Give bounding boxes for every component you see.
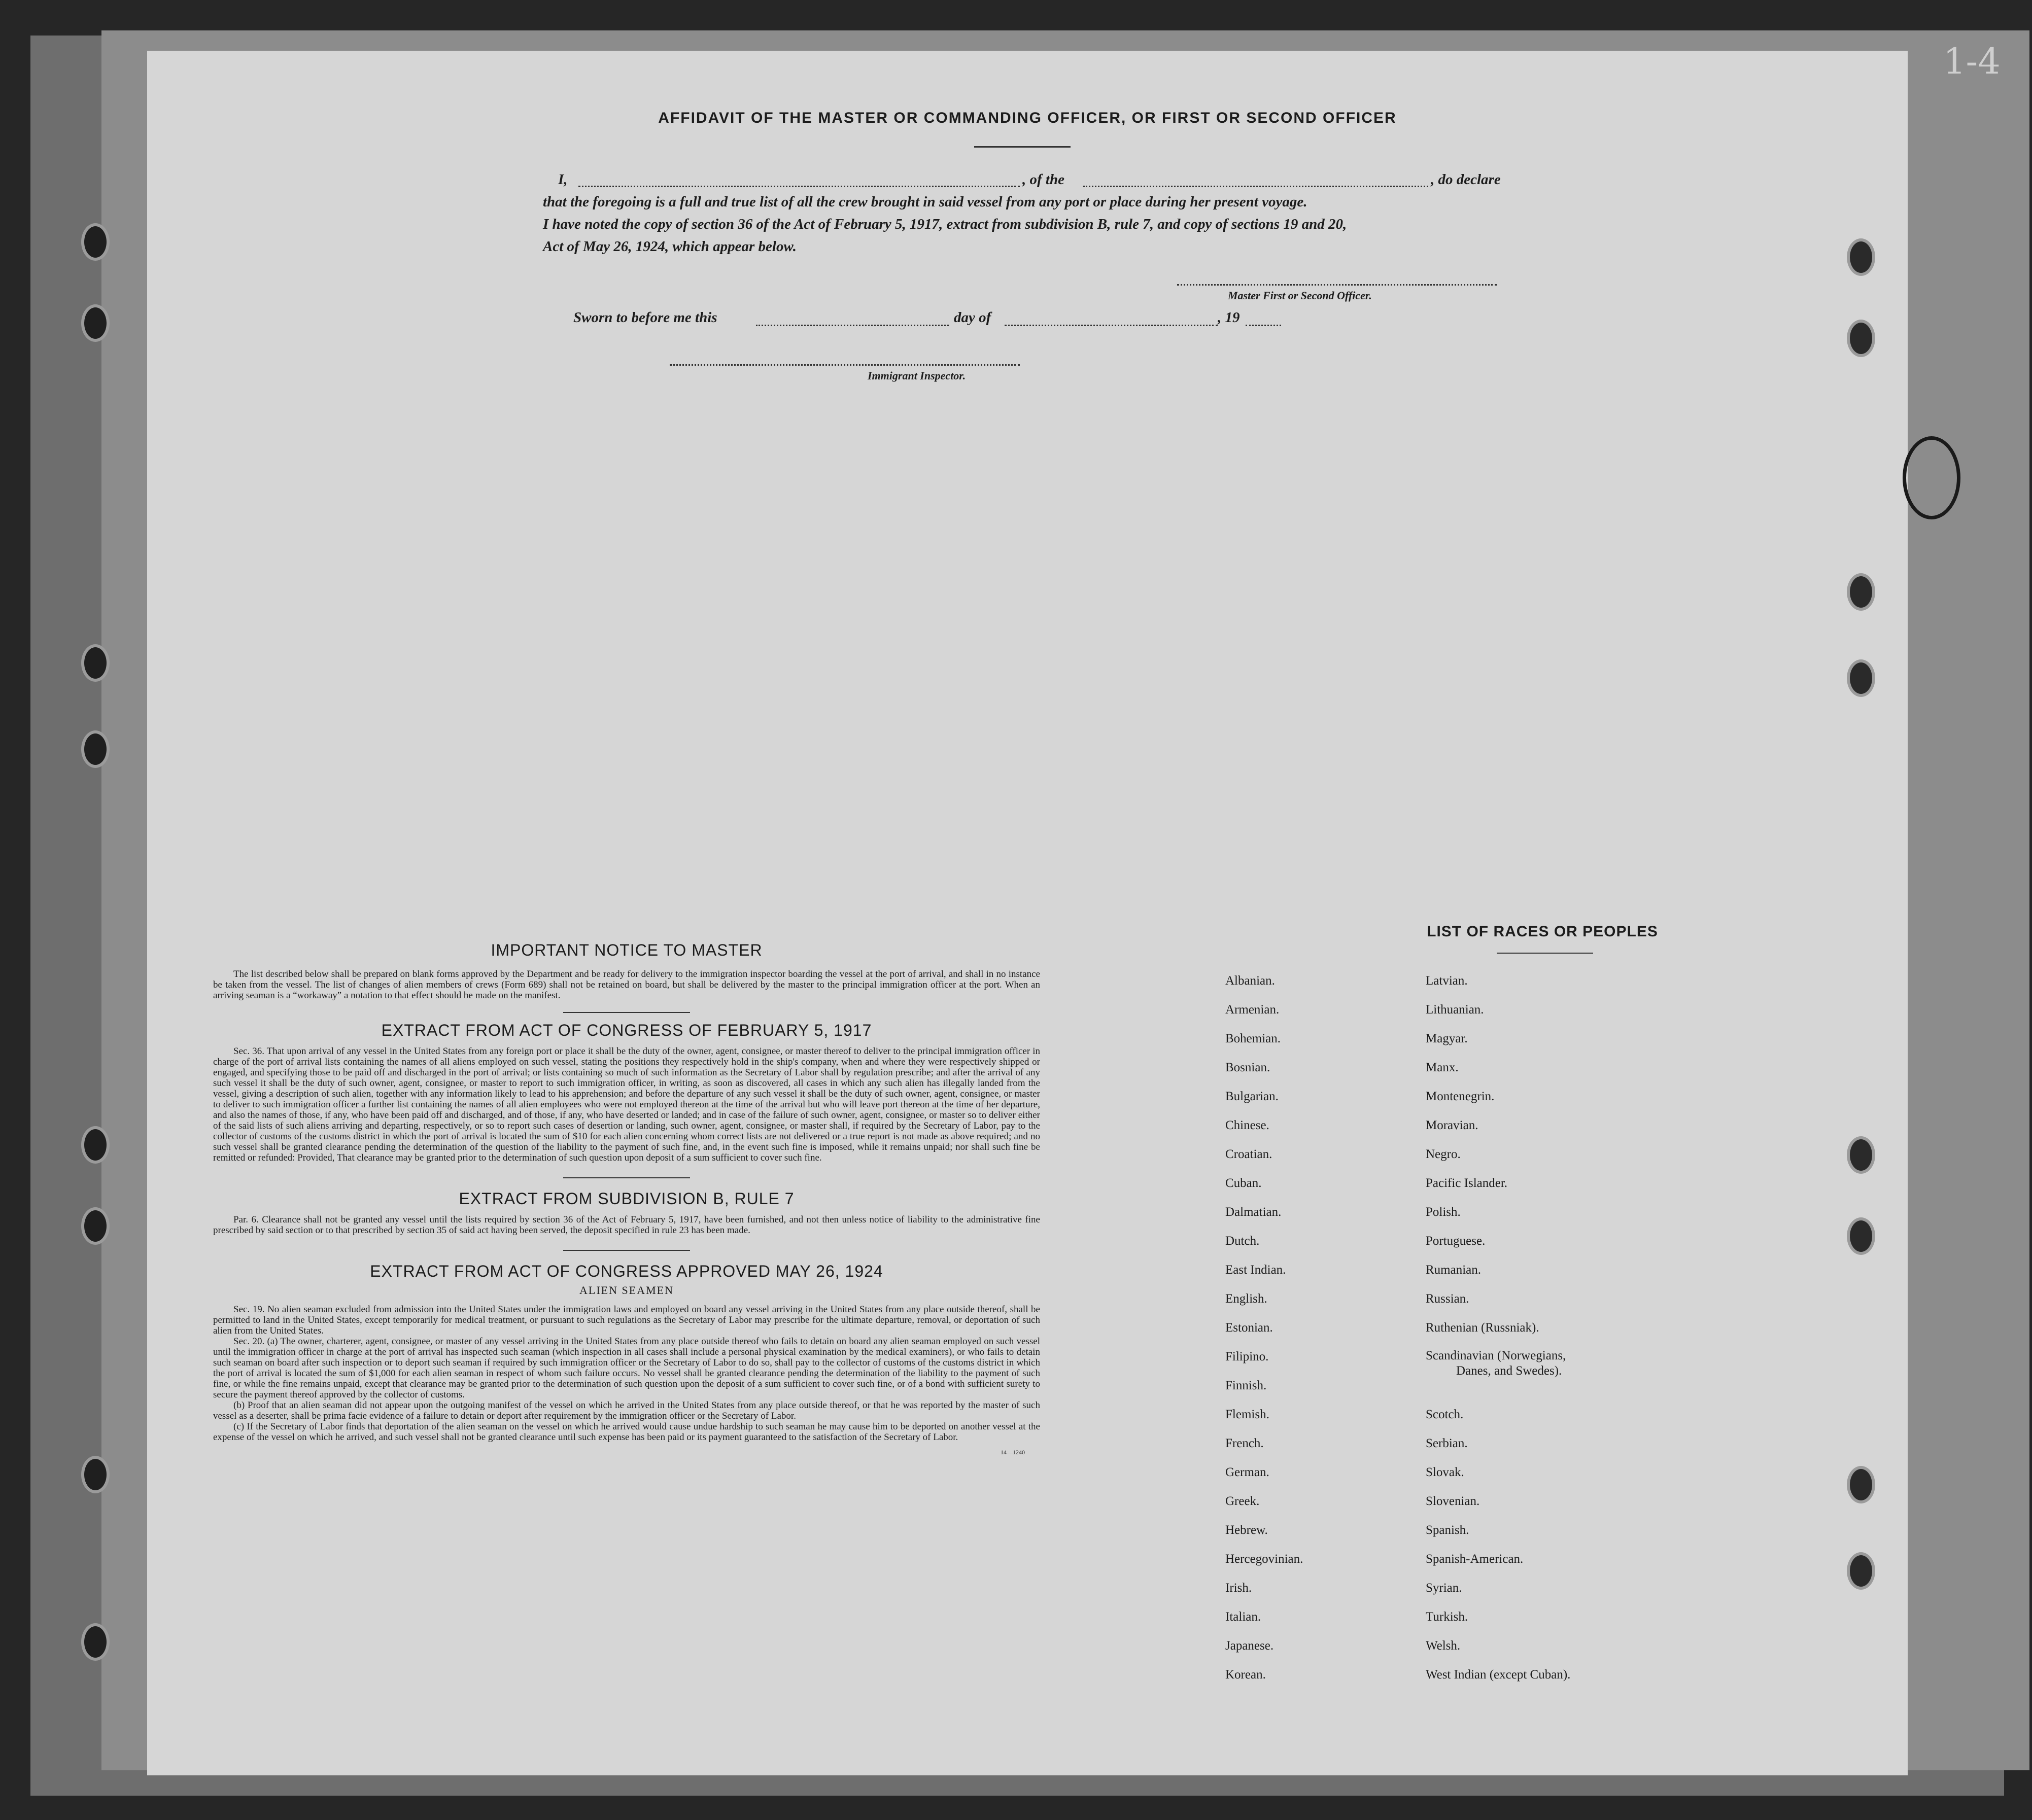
race-item: Turkish. [1426,1610,1468,1624]
sec-19-text: Sec. 19. No alien seaman excluded from admission into the United States under the immigration laws and employed on board any vessel arriving in the United States from any place outside thereof, shall be permitted to land in the United States, except temporarily for medical treatment, or pursuant to such regulations as the Secretary of Labor may prescribe for the ultimate departure, removal, or deportation of such alien from the United States. [213,1304,1040,1336]
race-item: Bulgarian. [1225,1090,1279,1103]
race-item: Cuban. [1225,1176,1262,1190]
handwritten-circle-mark [1903,436,1960,519]
binder-hole [81,304,110,342]
sworn-label: Sworn to before me this [573,309,717,326]
binder-hole [81,223,110,261]
scandinavian-line-2: Danes, and Swedes). [1456,1364,1562,1378]
section-separator [563,1177,690,1178]
punch-hole [1847,1217,1875,1255]
binder-hole [81,1456,110,1493]
race-item: Spanish. [1426,1523,1469,1537]
punch-hole [1847,1466,1875,1503]
race-item: Portuguese. [1426,1234,1486,1248]
races-title: LIST OF RACES OR PEOPLES [1427,923,1658,940]
sworn-day-blank [756,325,949,326]
punch-hole [1847,1136,1875,1174]
race-item: Serbian. [1426,1437,1468,1450]
race-item: Welsh. [1426,1639,1461,1653]
binder-hole [81,1207,110,1245]
corner-handwritten-note: 1-4 [1943,41,2001,82]
race-item: Ruthenian (Russniak). [1426,1321,1539,1335]
race-item: Bosnian. [1225,1061,1270,1074]
document-page [147,51,1908,1775]
extract-1917-title: EXTRACT FROM ACT OF CONGRESS OF FEBRUARY 5, 1917 [381,1021,872,1039]
affidavit-line-3: I have noted the copy of section 36 of the Act of February 5, 1917, extract from subdivision B, rule 7, and copy of sections 19 and 20, [543,216,1347,232]
name-blank [578,186,1020,187]
affidavit-line-4: Act of May 26, 1924, which appear below. [543,238,797,255]
punch-hole [1847,320,1875,357]
race-item: Magyar. [1426,1032,1468,1045]
race-item: Italian. [1225,1610,1261,1624]
race-item: Estonian. [1225,1321,1273,1335]
race-item: Japanese. [1225,1639,1274,1653]
race-item: Croatian. [1225,1147,1272,1161]
race-item: Scotch. [1426,1408,1464,1421]
extract-1917-text: Sec. 36. That upon arrival of any vessel in the United States from any foreign port or place it shall be the duty of the owner, agent, consignee, or master thereof to deliver to the principal immigration officer in charge of the port of arrival lists containing the names of all aliens employed on such vessel, stating the positions they respectively hold in the ship's company, when and where they were respectively shipped or engaged, and specifying those to be paid off and discharged in the port of arrival; or lists containing so much of such information as the Secretary of Labor shall by regulation prescribe; and after the arrival of any such vessel it shall be the duty of such owner, agent, consignee, or master to report to such immigration officer, in writing, as soon as discovered, all cases in which any such alien has illegally landed from the vessel, giving a description of such alien, together with any information likely to lead to his apprehension; and before the departure of any such vessel it shall be the duty of such owner, agent, consignee, or master to deliver to such immigration officer a further list containing the names of all alien employees who were not employed thereon at the time of the arrival but who will leave port thereon at the time of her departure, and also the names of those, if any, who have been paid off and discharged, and of those, if any, who have deserted or landed; and in case of the failure of such owner, agent, consignee, or master so to deliver either of the said lists of such aliens arriving and departing, respectively, or so to report such cases of desertion or landing, such owner, agent, consignee, or master shall, if required by the Secretary of Labor, pay to the collector of customs of the customs district in which the port of arrival is located the sum of $10 for each alien concerning whom correct lists are not delivered or a true report is not made as above required; and no such vessel shall be granted clearance pending the determination of the question of the liability to the payment of such fine, and, in the event such fine is imposed, while it remains unpaid; nor shall such fine be remitted or refunded: Provided, That clearance may be granted prior to the determination of such question upon deposit of a sum sufficient to cover such fine. [213,1046,1040,1163]
punch-hole [1847,573,1875,611]
sec-20c-text: (c) If the Secretary of Labor finds that deportation of the alien seaman on the vessel on which he arrived would cause undue hardship to such seaman he may cause him to be deported on another vessel at the expense of the vessel on which he arrived, and such vessel shall not be granted clearance until such expense has been paid or its payment guaranteed to the satisfaction of the Secretary of Labor. [213,1421,1040,1443]
race-item: Hebrew. [1225,1523,1268,1537]
binder-hole [81,730,110,768]
race-item: Polish. [1426,1205,1461,1219]
race-item: Lithuanian. [1426,1003,1484,1017]
race-item-scandinavian [1426,1342,1570,1400]
race-item: West Indian (except Cuban). [1426,1668,1571,1682]
form-number: 14—1240 [1001,1449,1025,1456]
race-item: German. [1225,1465,1269,1479]
races-title-underline [1497,953,1593,954]
punch-hole [1847,659,1875,697]
affidavit-title: AFFIDAVIT OF THE MASTER OR COMMANDING OFFICER, OR FIRST OR SECOND OFFICER [658,110,1397,126]
extract-1924-title: EXTRACT FROM ACT OF CONGRESS APPROVED MAY 26, 1924 [370,1262,883,1280]
section-separator [563,1012,690,1013]
legal-notices-column [213,941,1040,1456]
binder-hole [81,644,110,682]
race-item: Filipino. [1225,1350,1269,1363]
subdivision-b-text: Par. 6. Clearance shall not be granted any vessel until the lists required by section 36 of the Act of February 5, 1917, have been furnished, and not then unless notice of liability to the administrative fine prescribed by said section or to that prescribed by section 35 of said act having been served, the deposit specified in rule 23 has been made. [213,1214,1040,1236]
inspector-label: Immigrant Inspector. [868,369,966,382]
race-item: Bohemian. [1225,1032,1281,1045]
race-item: English. [1225,1292,1267,1306]
subdivision-b-title: EXTRACT FROM SUBDIVISION B, RULE 7 [459,1189,795,1208]
inspector-signature-blank [670,364,1020,366]
punch-hole [1847,1552,1875,1590]
race-item: Moravian. [1426,1118,1478,1132]
race-item: Slovenian. [1426,1494,1480,1508]
binder-hole [81,1126,110,1164]
notice-text: The list described below shall be prepared on blank forms approved by the Department and be ready for delivery to the immigration inspector boarding the vessel at the port of arrival, and shall in no instance be taken from the vessel. The list of changes of alien members of crews (Form 689) shall not be retained on board, but shall be delivered by the master to the principal immigration officer at the port. When an arriving seaman is a “workaway” a notation to that effect should be made on the manifest. [213,969,1040,1001]
signature-blank [1177,284,1497,286]
title-underline [974,146,1071,148]
sworn-year-label: , 19 [1218,309,1240,326]
race-item: Latvian. [1426,974,1468,988]
race-item: Greek. [1225,1494,1260,1508]
race-item: French. [1225,1437,1264,1450]
sworn-month-blank [1005,325,1218,326]
scandinavian-line-1: Scandinavian (Norwegians, [1426,1349,1566,1362]
race-item: Armenian. [1225,1003,1280,1017]
race-item: Albanian. [1225,974,1275,988]
affidavit-line-2: that the foregoing is a full and true list of all the crew brought in said vessel from any port or place during her present voyage. [543,194,1307,210]
vessel-blank [1083,186,1428,187]
race-item: Chinese. [1225,1118,1269,1132]
race-item: Negro. [1426,1147,1461,1161]
race-item: Irish. [1225,1581,1252,1595]
section-separator [563,1250,690,1251]
sec-20b-text: (b) Proof that an alien seaman did not appear upon the outgoing manifest of the vessel on which he arrived in the United States from any place outside thereof, or that he was reported by the master of such vessel as a deserter, shall be prima facie evidence of a failure to detain or deport after requirement by the immigration officer or the Secretary of Labor. [213,1400,1040,1421]
race-item: Hercegovinian. [1225,1552,1303,1566]
affidavit-declare-label: , do declare [1431,171,1501,188]
sworn-year-blank [1246,325,1281,326]
sworn-day-of-label: day of [954,309,991,326]
binder-hole [81,1623,110,1661]
race-item: Rumanian. [1426,1263,1482,1277]
race-item: Syrian. [1426,1581,1462,1595]
race-item: Korean. [1225,1668,1266,1682]
race-item: Russian. [1426,1292,1469,1306]
punch-hole [1847,238,1875,276]
race-item: Finnish. [1225,1379,1267,1392]
race-item: Dutch. [1225,1234,1260,1248]
alien-seamen-subtitle: ALIEN SEAMEN [579,1284,674,1297]
races-list-right [1426,966,1570,1689]
race-item: Pacific Islander. [1426,1176,1508,1190]
race-item: East Indian. [1225,1263,1286,1277]
race-item: Manx. [1426,1061,1459,1074]
affidavit-i-label: I, [558,171,568,188]
races-list-left [1225,966,1303,1689]
race-item: Flemish. [1225,1408,1269,1421]
affidavit-of-the-label: , of the [1022,171,1064,188]
signature-label: Master First or Second Officer. [1228,289,1372,302]
race-item: Dalmatian. [1225,1205,1282,1219]
sec-20a-text: Sec. 20. (a) The owner, charterer, agent, consignee, or master of any vessel arriving in the United States from any place outside thereof who fails to detain on board any alien seaman employed on such vessel until the immigration officer in charge at the port of arrival has inspected such seaman (which inspection in all cases shall include a personal physical examination by the medical examiners), or who fails to detain such seaman on board after such inspection or to deport such seaman if required by such immigration officer or the Secretary of Labor to do so, shall pay to the collector of customs of the customs district in which the port of arrival is located the sum of $1,000 for each alien seaman in respect of whom such failure occurs. No vessel shall be granted clearance pending the determination of the liability to the payment of such fine, or while the fine remains unpaid, except that clearance may be granted prior to the determination of such question upon the deposit of a sum sufficient to cover such fine, or of a bond with sufficient surety to secure the payment thereof approved by the collector of customs. [213,1336,1040,1400]
race-item: Slovak. [1426,1465,1464,1479]
race-item: Spanish-American. [1426,1552,1524,1566]
race-item: Montenegrin. [1426,1090,1495,1103]
notice-title: IMPORTANT NOTICE TO MASTER [491,941,763,959]
